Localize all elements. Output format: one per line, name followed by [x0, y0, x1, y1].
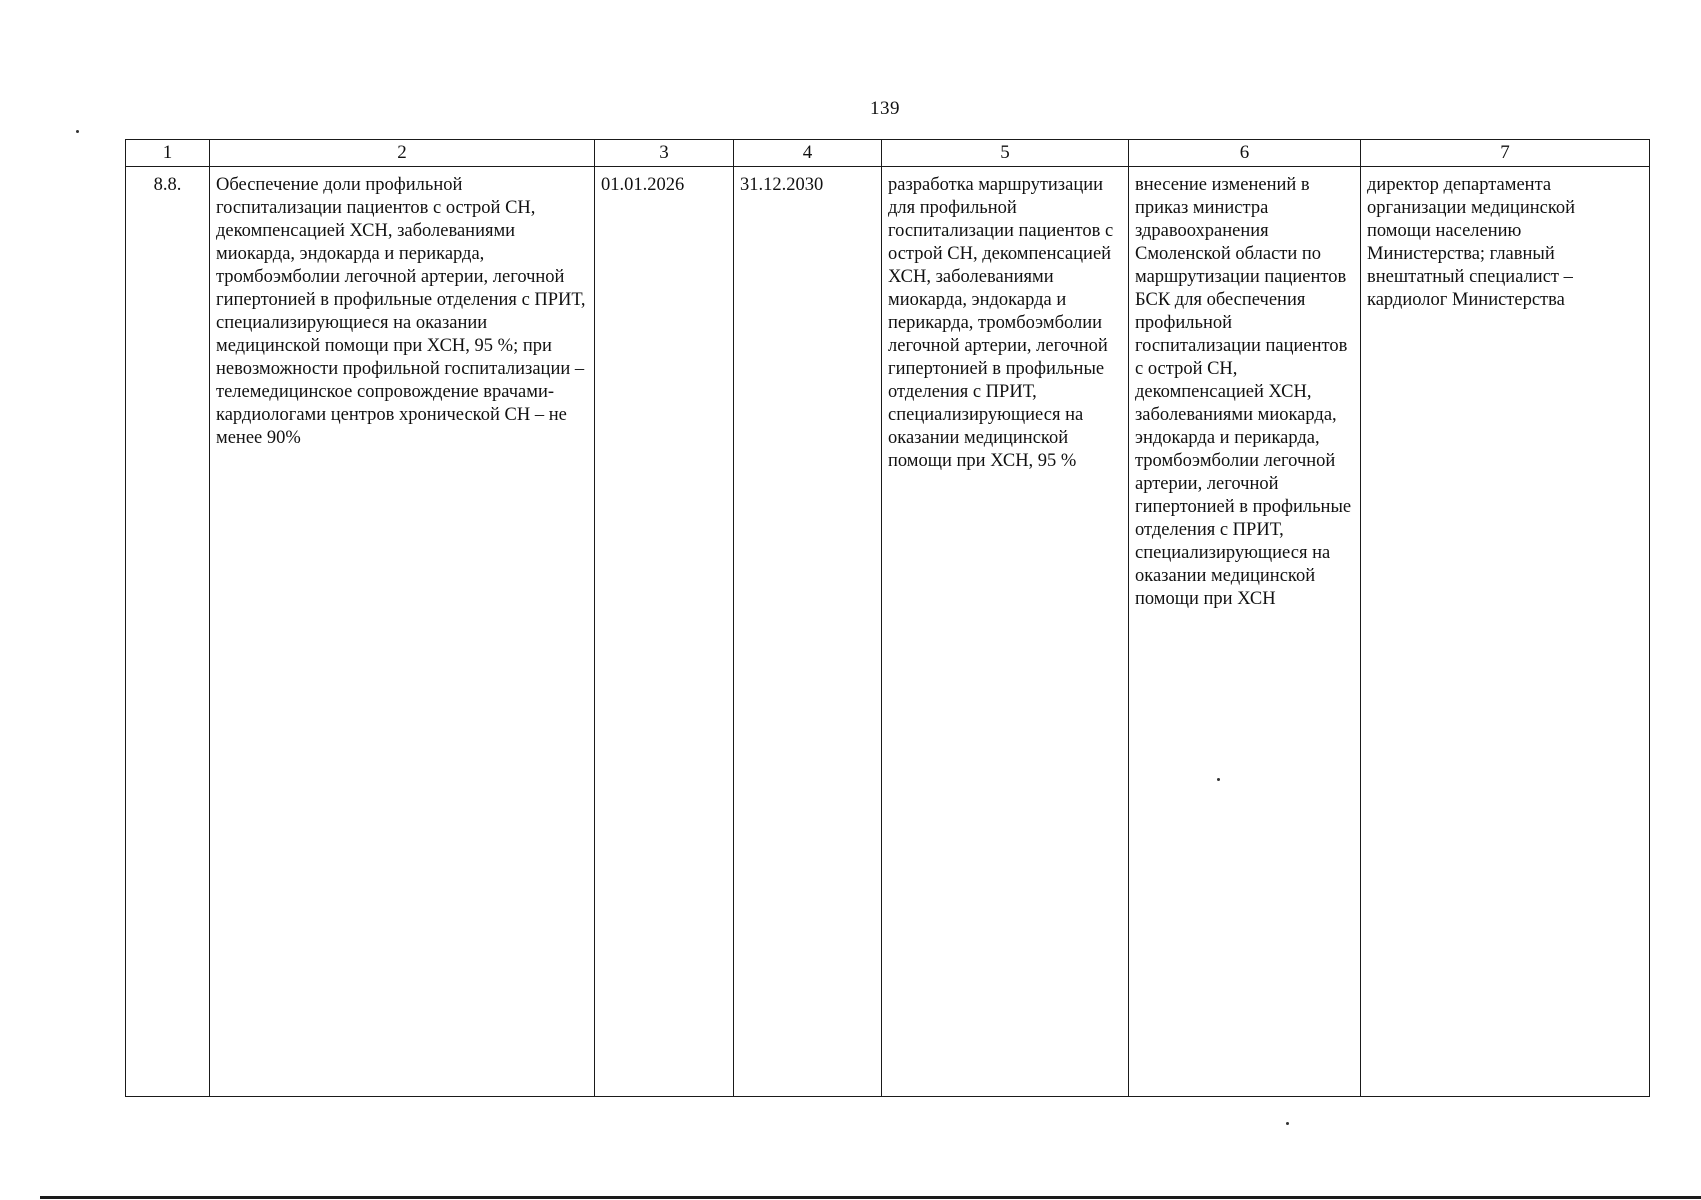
scan-speck [1217, 778, 1220, 781]
header-col-4: 4 [734, 140, 882, 167]
header-col-2: 2 [210, 140, 595, 167]
row-number: 8.8. [153, 175, 182, 195]
scan-speck [76, 130, 79, 133]
header-col-6: 6 [1129, 140, 1361, 167]
document-text: внесение изменений в приказ министра здравоохранения Смоленской области по маршрутизации пациентов БСК для обеспечения профильной госпитализации пациентов с острой СН, декомпенсацией ХСН, заболеваниями миокарда, эндокарда и перикарда, тромбоэмболии легочной артерии, легочной гипертонией в профильные отделения с ПРИТ, специализирующиеся на оказании медицинской помощи при ХСН [1135, 175, 1352, 609]
result-text: разработка маршрутизации для профильной госпитализации пациентов с острой СН, декомпенсацией ХСН, заболеваниями миокарда, эндокарда и перикарда, тромбоэмболии легочной артерии, легочной гипертонией в профильные отделения с ПРИТ, специализирующиеся на оказании медицинской помощи при ХСН, 95 % [888, 175, 1114, 471]
table-body [126, 167, 1650, 1097]
start-date-cell [595, 167, 734, 1097]
responsible-cell [1361, 167, 1650, 1097]
row-number-cell [126, 167, 210, 1097]
responsible-text: директор департамента организации медицинской помощи населению Министерства; главный внештатный специалист – кардиолог Министерства [1367, 175, 1576, 310]
header-col-1: 1 [126, 140, 210, 167]
end-date: 31.12.2030 [740, 175, 824, 195]
header-col-5: 5 [882, 140, 1129, 167]
result-cell [882, 167, 1129, 1097]
table-row [126, 167, 1650, 1097]
start-date: 01.01.2026 [601, 175, 685, 195]
bottom-rule [40, 1196, 1701, 1199]
end-date-cell [734, 167, 882, 1097]
header-col-7: 7 [1361, 140, 1650, 167]
scan-speck [1286, 1122, 1289, 1125]
header-col-3: 3 [595, 140, 734, 167]
page-number: 139 [870, 98, 900, 119]
plan-table [125, 139, 1650, 1097]
document-cell [1129, 167, 1361, 1097]
activity-cell [210, 167, 595, 1097]
header-row [126, 140, 1650, 167]
activity-text: Обеспечение доли профильной госпитализации пациентов с острой СН, декомпенсацией ХСН, заболеваниями миокарда, эндокарда и перикарда, тромбоэмболии легочной артерии, легочной гипертонией в профильные отделения с ПРИТ, специализирующиеся на оказании медицинской помощи при ХСН, 95 %; при невозможности профильной госпитализации – телемедицинское сопровождение врачами-кардиологами центров хронической СН – не менее 90% [216, 175, 586, 448]
table-header [126, 140, 1650, 167]
